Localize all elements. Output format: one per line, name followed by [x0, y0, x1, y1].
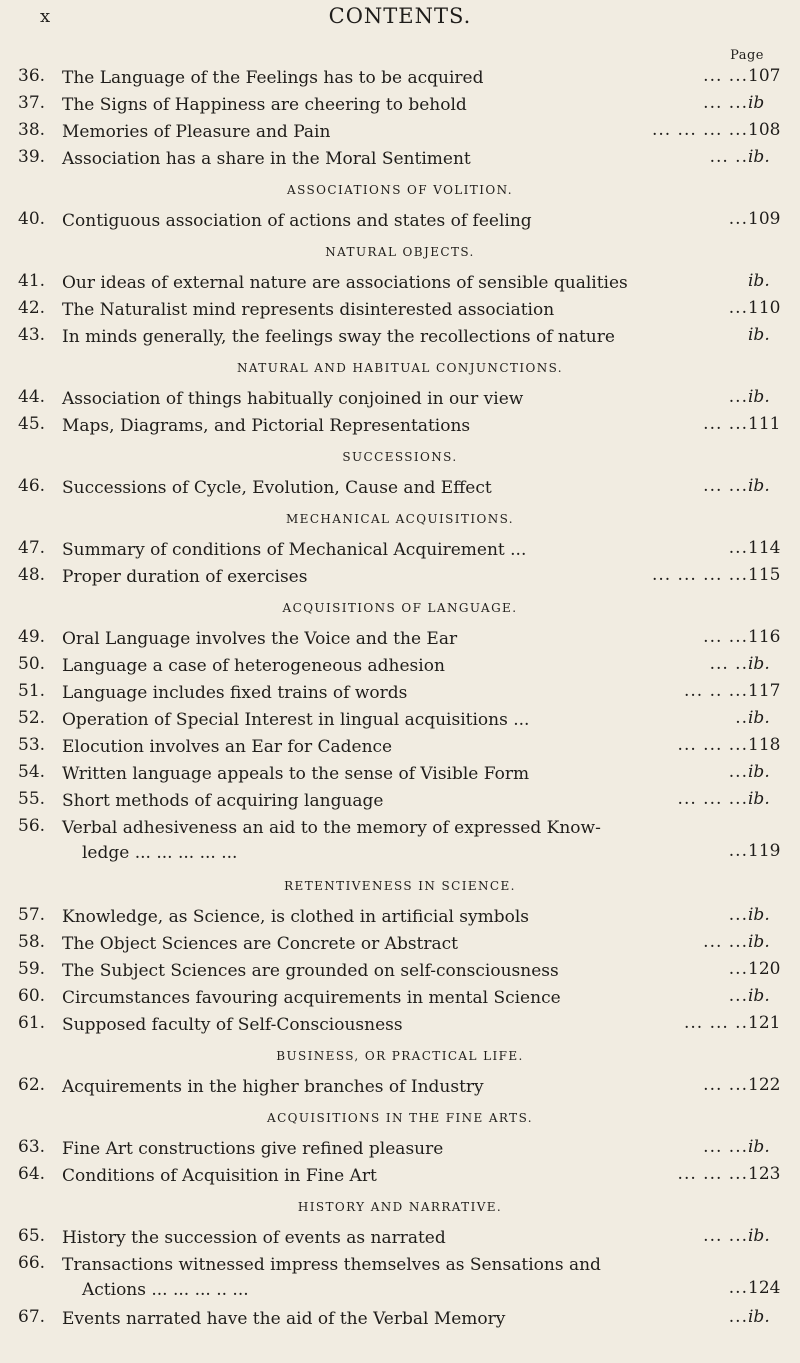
- leader-dots: ...: [728, 986, 748, 1006]
- entry-number: 44.: [18, 387, 46, 407]
- running-head: [0, 4, 800, 34]
- entry-title-line: Short methods of acquiring language: [62, 791, 384, 811]
- leader-dots: ... ...: [703, 627, 748, 647]
- entry-title-line: Circumstances favouring acquirements in mental Science: [62, 988, 561, 1008]
- toc-entry: [0, 1164, 800, 1187]
- entry-page-number: ib.: [748, 905, 770, 925]
- entry-title-line: History the succession of events as narrated: [62, 1228, 446, 1248]
- entry-page-number: 114: [748, 538, 781, 558]
- entry-title-line: Oral Language involves the Voice and the Ear: [62, 629, 458, 649]
- entry-page-number: ib.: [748, 387, 770, 407]
- entry-number: 55.: [18, 789, 46, 809]
- entry-number: 38.: [18, 120, 46, 140]
- entry-title: [62, 147, 710, 172]
- entry-title: [62, 325, 710, 350]
- entry-title: [62, 538, 710, 563]
- section-heading: ACQUISITIONS OF LANGUAGE.: [282, 601, 518, 615]
- entry-title: [62, 476, 710, 501]
- entry-number: 50.: [18, 654, 46, 674]
- entry-number: 39.: [18, 147, 46, 167]
- entry-title-line: Language includes fixed trains of words: [62, 683, 408, 703]
- entry-title: [62, 627, 710, 652]
- entry-number: 42.: [18, 298, 46, 318]
- entry-page-number: ib.: [748, 762, 770, 782]
- entry-title: [62, 1253, 760, 1303]
- entry-number: 59.: [18, 959, 46, 979]
- entry-title-line: The Naturalist mind represents disinterested association: [62, 300, 555, 320]
- leader-dots: ...: [728, 905, 748, 925]
- section-heading: MECHANICAL ACQUISITIONS.: [285, 512, 515, 526]
- entry-number: 36.: [18, 66, 46, 86]
- leader-dots: ...: [728, 959, 748, 979]
- entry-title: [62, 1226, 710, 1251]
- toc-entry: [0, 735, 800, 758]
- entry-title-line: Elocution involves an Ear for Cadence: [62, 737, 393, 757]
- leader-dots: ... ...: [703, 414, 748, 434]
- entry-title-line: The Subject Sciences are grounded on self-consciousness: [62, 961, 559, 981]
- leader-dots: ... .. ...: [683, 681, 748, 701]
- toc-entry: [0, 387, 800, 410]
- entry-page-number: ib.: [748, 986, 770, 1006]
- entry-title-line: Transactions witnessed impress themselves as Sensations and: [62, 1255, 601, 1275]
- entry-page-number: ib: [748, 93, 765, 113]
- toc-entry: [0, 414, 800, 437]
- entry-number: 48.: [18, 565, 46, 585]
- leader-dots: ...: [728, 1278, 748, 1298]
- leader-dots: ... ..: [709, 147, 748, 167]
- toc-entry: [0, 476, 800, 499]
- toc-entry: [0, 66, 800, 89]
- entry-number: 41.: [18, 271, 46, 291]
- section-heading: HISTORY AND NARRATIVE.: [297, 1200, 503, 1214]
- section-heading: BUSINESS, OR PRACTICAL LIFE.: [276, 1049, 524, 1063]
- entry-title: [62, 93, 710, 118]
- entry-page-number: ib.: [748, 325, 770, 345]
- entry-title: [62, 959, 710, 984]
- section-heading: SUCCESSIONS.: [342, 450, 458, 464]
- toc-entry: [0, 681, 800, 704]
- entry-page-number: ib.: [748, 932, 770, 952]
- entry-number: 64.: [18, 1164, 46, 1184]
- entry-title: [62, 298, 710, 323]
- leader-dots: ... ... ..: [683, 1013, 748, 1033]
- toc-entry: [0, 1013, 800, 1036]
- leader-dots: ... ...: [703, 932, 748, 952]
- entry-title-line: Language a case of heterogeneous adhesion: [62, 656, 445, 676]
- toc-entry: [0, 959, 800, 982]
- entry-number: 52.: [18, 708, 46, 728]
- entry-page-number: ib.: [748, 476, 770, 496]
- toc-entry: [0, 298, 800, 321]
- entry-number: 60.: [18, 986, 46, 1006]
- entry-number: 47.: [18, 538, 46, 558]
- entry-title-line: Proper duration of exercises: [62, 567, 308, 587]
- entry-title: [62, 209, 710, 234]
- entry-page-number: 118: [748, 735, 781, 755]
- section-heading: RETENTIVENESS IN SCIENCE.: [284, 879, 516, 893]
- entry-title-line: Events narrated have the aid of the Verbal Memory: [62, 1309, 506, 1329]
- toc-entry: [0, 1253, 800, 1303]
- entry-page-number: 120: [748, 959, 781, 979]
- entry-page-number: ib.: [748, 271, 770, 291]
- entry-number: 37.: [18, 93, 46, 113]
- leader-dots: ... ... ... ...: [651, 120, 748, 140]
- entry-title: [62, 708, 710, 733]
- toc-entry: [0, 816, 800, 866]
- toc-entry: [0, 325, 800, 348]
- entry-title-line: Maps, Diagrams, and Pictorial Representations: [62, 416, 471, 436]
- leader-dots: ...: [728, 762, 748, 782]
- entry-title: [62, 387, 710, 412]
- leader-dots: ... ...: [703, 93, 748, 113]
- entry-page-number: ib.: [748, 654, 770, 674]
- entry-title-line: Summary of conditions of Mechanical Acquirement ...: [62, 540, 527, 560]
- entry-page-number: 109: [748, 209, 781, 229]
- leader-dots: ...: [728, 387, 748, 407]
- entry-number: 40.: [18, 209, 46, 229]
- entry-number: 54.: [18, 762, 46, 782]
- entry-page-number: 121: [748, 1013, 781, 1033]
- table-of-contents: [0, 66, 800, 1334]
- entry-number: 57.: [18, 905, 46, 925]
- toc-entry: [0, 762, 800, 785]
- leader-dots: ... ... ...: [677, 735, 748, 755]
- entry-page-number: ib.: [748, 147, 770, 167]
- toc-entry: [0, 147, 800, 170]
- entry-title-line: The Language of the Feelings has to be acquired: [62, 68, 484, 88]
- entry-number: 53.: [18, 735, 46, 755]
- entry-title: [62, 789, 710, 814]
- entry-page-number: 123: [748, 1164, 781, 1184]
- entry-title: [62, 905, 710, 930]
- entry-number: 49.: [18, 627, 46, 647]
- entry-number: 65.: [18, 1226, 46, 1246]
- entry-title-line: Conditions of Acquisition in Fine Art: [62, 1166, 377, 1186]
- toc-entry: [0, 565, 800, 588]
- leader-dots: ... ...: [703, 476, 748, 496]
- entry-number: 43.: [18, 325, 46, 345]
- section-heading: ACQUISITIONS IN THE FINE ARTS.: [267, 1111, 533, 1125]
- entry-page-number: 116: [748, 627, 781, 647]
- entry-title-line: Supposed faculty of Self-Consciousness: [62, 1015, 403, 1035]
- leader-dots: ... ... ... ...: [651, 565, 748, 585]
- toc-entry: [0, 1137, 800, 1160]
- toc-entry: [0, 932, 800, 955]
- entry-number: 45.: [18, 414, 46, 434]
- entry-title: [62, 1075, 710, 1100]
- entry-title-line: Our ideas of external nature are associations of sensible qualities: [62, 273, 628, 293]
- entry-title: [62, 414, 710, 439]
- leader-dots: ... ...: [703, 1137, 748, 1157]
- leader-dots: ... ...: [703, 1075, 748, 1095]
- entry-page-number: 110: [748, 298, 781, 318]
- leader-dots: ... ..: [709, 654, 748, 674]
- entry-title: [62, 986, 710, 1011]
- leader-dots: ..: [735, 708, 748, 728]
- entry-title-line: In minds generally, the feelings sway the recollections of nature: [62, 327, 615, 347]
- leader-dots: ...: [728, 841, 748, 861]
- entry-title-continuation: ledge ... ... ... ... ...: [82, 843, 238, 863]
- entry-number: 56.: [18, 816, 46, 836]
- entry-title: [62, 271, 710, 296]
- entry-page-number: 117: [748, 681, 781, 701]
- toc-entry: [0, 654, 800, 677]
- toc-entry: [0, 986, 800, 1009]
- entry-title-line: Written language appeals to the sense of Visible Form: [62, 764, 530, 784]
- running-title: CONTENTS.: [328, 4, 472, 28]
- entry-title: [62, 932, 710, 957]
- entry-title: [62, 1013, 710, 1038]
- entry-title-line: Successions of Cycle, Evolution, Cause and Effect: [62, 478, 492, 498]
- entry-title: [62, 681, 710, 706]
- entry-title: [62, 1137, 710, 1162]
- toc-entry: [0, 93, 800, 116]
- entry-page-number: ib.: [748, 1226, 770, 1246]
- entry-title-line: Fine Art constructions give refined pleasure: [62, 1139, 444, 1159]
- entry-number: 67.: [18, 1307, 46, 1327]
- entry-title-continuation: Actions ... ... ... .. ...: [82, 1280, 249, 1300]
- toc-entry: [0, 1226, 800, 1249]
- entry-title-line: Memories of Pleasure and Pain: [62, 122, 331, 142]
- entry-title: [62, 120, 710, 145]
- leader-dots: ...: [728, 298, 748, 318]
- entry-title: [62, 1164, 710, 1189]
- page-folio: x: [40, 6, 51, 27]
- toc-entry: [0, 708, 800, 731]
- entry-page-number: 108: [748, 120, 781, 140]
- entry-title-line: Contiguous association of actions and states of feeling: [62, 211, 532, 231]
- entry-number: 66.: [18, 1253, 46, 1273]
- toc-entry: [0, 905, 800, 928]
- entry-number: 58.: [18, 932, 46, 952]
- section-heading: NATURAL AND HABITUAL CONJUNCTIONS.: [236, 361, 563, 375]
- leader-dots: ... ... ...: [677, 1164, 748, 1184]
- entry-number: 46.: [18, 476, 46, 496]
- toc-entry: [0, 271, 800, 294]
- entry-title: [62, 735, 710, 760]
- section-heading: ASSOCIATIONS OF VOLITION.: [287, 183, 513, 197]
- entry-title-line: Operation of Special Interest in lingual acquisitions ...: [62, 710, 530, 730]
- section-heading: NATURAL OBJECTS.: [325, 245, 475, 259]
- toc-entry: [0, 120, 800, 143]
- entry-number: 61.: [18, 1013, 46, 1033]
- toc-entry: [0, 209, 800, 232]
- entry-title: [62, 1307, 710, 1332]
- entry-title-line: Association has a share in the Moral Sentiment: [62, 149, 471, 169]
- entry-page-number: 111: [748, 414, 781, 434]
- entry-page-number: ib.: [748, 1307, 770, 1327]
- leader-dots: ... ...: [703, 66, 748, 86]
- entry-page-number: 115: [748, 565, 781, 585]
- leader-dots: ...: [728, 1307, 748, 1327]
- entry-title: [62, 66, 710, 91]
- toc-entry: [0, 789, 800, 812]
- entry-title-line: The Object Sciences are Concrete or Abstract: [62, 934, 458, 954]
- entry-title-line: Acquirements in the higher branches of Industry: [62, 1077, 484, 1097]
- toc-entry: [0, 627, 800, 650]
- toc-entry: [0, 1075, 800, 1098]
- entry-title-line: Knowledge, as Science, is clothed in artificial symbols: [62, 907, 530, 927]
- entry-title-line: Association of things habitually conjoined in our view: [62, 389, 524, 409]
- entry-title: [62, 654, 710, 679]
- entry-page-number: ib.: [748, 1137, 770, 1157]
- entry-number: 63.: [18, 1137, 46, 1157]
- leader-dots: ... ...: [703, 1226, 748, 1246]
- entry-page-number: 119: [748, 841, 781, 861]
- entry-page-number: 122: [748, 1075, 781, 1095]
- leader-dots: ...: [728, 209, 748, 229]
- entry-number: 62.: [18, 1075, 46, 1095]
- entry-page-number: 107: [748, 66, 781, 86]
- leader-dots: ... ... ...: [677, 789, 748, 809]
- toc-entry: [0, 1307, 800, 1330]
- leader-dots: ...: [728, 538, 748, 558]
- entry-title-line: Verbal adhesiveness an aid to the memory of expressed Know-: [62, 818, 601, 838]
- entry-title: [62, 816, 760, 866]
- entry-page-number: ib.: [748, 708, 770, 728]
- entry-page-number: ib.: [748, 789, 770, 809]
- page-column-label: Page: [730, 48, 764, 63]
- entry-page-number: 124: [748, 1278, 781, 1298]
- entry-title: [62, 565, 710, 590]
- toc-entry: [0, 538, 800, 561]
- entry-title: [62, 762, 710, 787]
- entry-title-line: The Signs of Happiness are cheering to behold: [62, 95, 467, 115]
- entry-number: 51.: [18, 681, 46, 701]
